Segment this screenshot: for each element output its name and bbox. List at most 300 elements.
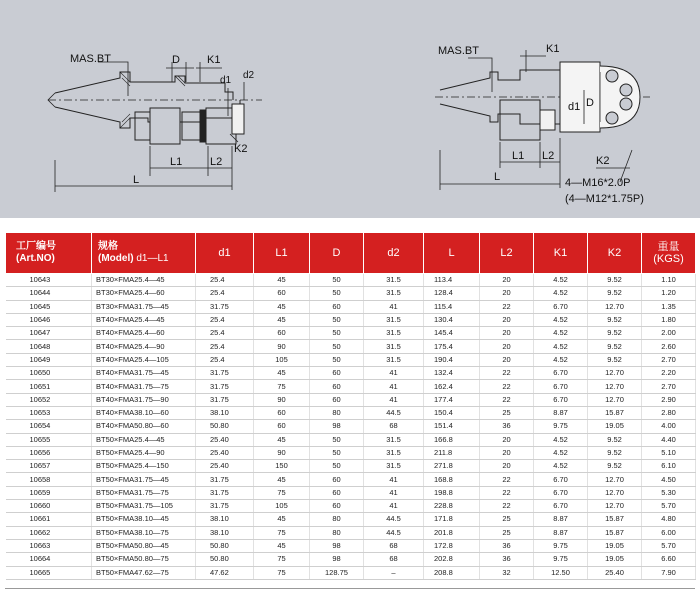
cell-d2: 44.5 bbox=[364, 526, 424, 539]
table-bottom-rule bbox=[5, 588, 695, 589]
cell-K2: 19.05 bbox=[588, 553, 642, 566]
cell-weight: 1.35 bbox=[642, 300, 696, 313]
cell-weight: 5.70 bbox=[642, 539, 696, 552]
cell-d2: 44.5 bbox=[364, 406, 424, 419]
table-row bbox=[6, 460, 696, 473]
cell-L: 202.8 bbox=[424, 553, 480, 566]
header-d2: d2 bbox=[364, 233, 424, 274]
cell-model: BT40×FMA25.4—60 bbox=[92, 327, 196, 340]
header-L: L bbox=[424, 233, 480, 274]
cell-d2: 31.5 bbox=[364, 446, 424, 459]
cell-L2: 36 bbox=[480, 420, 534, 433]
cell-weight: 4.40 bbox=[642, 433, 696, 446]
cell-D: 98 bbox=[310, 539, 364, 552]
cell-L2: 20 bbox=[480, 327, 534, 340]
left-d2-label: d2 bbox=[243, 70, 255, 81]
header-D: D bbox=[310, 233, 364, 274]
cell-art-no: 10650 bbox=[6, 367, 92, 380]
cell-model: BT50×FMA47.62—75 bbox=[92, 566, 196, 579]
cell-D: 80 bbox=[310, 406, 364, 419]
cell-weight: 2.00 bbox=[642, 327, 696, 340]
cell-art-no: 10657 bbox=[6, 460, 92, 473]
cell-L1: 45 bbox=[254, 433, 310, 446]
cell-art-no: 10656 bbox=[6, 446, 92, 459]
cell-model: BT50×FMA50.80—45 bbox=[92, 539, 196, 552]
cell-K2: 9.52 bbox=[588, 433, 642, 446]
cell-d1: 31.75 bbox=[196, 300, 254, 313]
cell-K1: 4.52 bbox=[534, 446, 588, 459]
cell-art-no: 10662 bbox=[6, 526, 92, 539]
right-D-label: D bbox=[586, 97, 594, 109]
cell-L1: 75 bbox=[254, 486, 310, 499]
table-row bbox=[6, 367, 696, 380]
cell-model: BT30×FMA31.75—45 bbox=[92, 300, 196, 313]
cell-L2: 25 bbox=[480, 406, 534, 419]
header-K2: K2 bbox=[588, 233, 642, 274]
header-model: 规格 (Model) d1—L1 bbox=[92, 233, 196, 274]
cell-K1: 4.52 bbox=[534, 327, 588, 340]
cell-L1: 75 bbox=[254, 526, 310, 539]
cell-L2: 20 bbox=[480, 460, 534, 473]
cell-K2: 12.70 bbox=[588, 500, 642, 513]
cell-L: 132.4 bbox=[424, 367, 480, 380]
cell-L1: 150 bbox=[254, 460, 310, 473]
cell-L1: 60 bbox=[254, 420, 310, 433]
cell-L1: 90 bbox=[254, 340, 310, 353]
table-row bbox=[6, 327, 696, 340]
cell-K1: 6.70 bbox=[534, 500, 588, 513]
header-L2: L2 bbox=[480, 233, 534, 274]
cell-d1: 50.80 bbox=[196, 420, 254, 433]
cell-K2: 19.05 bbox=[588, 539, 642, 552]
cell-d1: 38.10 bbox=[196, 513, 254, 526]
right-bolt-spec-1: 4—M16*2.0P bbox=[565, 177, 631, 189]
table-row bbox=[6, 340, 696, 353]
cell-K1: 9.75 bbox=[534, 539, 588, 552]
cell-L: 151.4 bbox=[424, 420, 480, 433]
cell-art-no: 10663 bbox=[6, 539, 92, 552]
cell-L1: 90 bbox=[254, 446, 310, 459]
cell-model: BT40×FMA38.10—60 bbox=[92, 406, 196, 419]
cell-weight: 1.80 bbox=[642, 313, 696, 326]
cell-L: 228.8 bbox=[424, 500, 480, 513]
cell-D: 50 bbox=[310, 313, 364, 326]
cell-D: 50 bbox=[310, 340, 364, 353]
cell-L: 145.4 bbox=[424, 327, 480, 340]
cell-L2: 25 bbox=[480, 526, 534, 539]
cell-L: 171.8 bbox=[424, 513, 480, 526]
right-K1-label: K1 bbox=[546, 43, 560, 55]
cell-L2: 22 bbox=[480, 500, 534, 513]
cell-D: 98 bbox=[310, 420, 364, 433]
cell-model: BT50×FMA38.10—45 bbox=[92, 513, 196, 526]
cell-D: 50 bbox=[310, 274, 364, 287]
cell-d2: 68 bbox=[364, 420, 424, 433]
cell-d1: 25.4 bbox=[196, 327, 254, 340]
table-body bbox=[6, 274, 696, 580]
cell-L1: 45 bbox=[254, 313, 310, 326]
cell-L1: 45 bbox=[254, 539, 310, 552]
cell-D: 60 bbox=[310, 500, 364, 513]
cell-L: 177.4 bbox=[424, 393, 480, 406]
cell-d1: 25.40 bbox=[196, 460, 254, 473]
cell-L1: 75 bbox=[254, 553, 310, 566]
cell-K2: 9.52 bbox=[588, 274, 642, 287]
cell-d1: 31.75 bbox=[196, 500, 254, 513]
cell-art-no: 10658 bbox=[6, 473, 92, 486]
cell-L: 208.8 bbox=[424, 566, 480, 579]
cell-K1: 4.52 bbox=[534, 460, 588, 473]
cell-art-no: 10659 bbox=[6, 486, 92, 499]
cell-art-no: 10665 bbox=[6, 566, 92, 579]
cell-L2: 22 bbox=[480, 380, 534, 393]
cell-model: BT50×FMA31.75—105 bbox=[92, 500, 196, 513]
cell-L: 130.4 bbox=[424, 313, 480, 326]
cell-D: 60 bbox=[310, 300, 364, 313]
table-row bbox=[6, 406, 696, 419]
cell-K2: 9.52 bbox=[588, 327, 642, 340]
cell-d1: 25.4 bbox=[196, 340, 254, 353]
cell-K2: 12.70 bbox=[588, 380, 642, 393]
cell-d2: – bbox=[364, 566, 424, 579]
cell-d2: 41 bbox=[364, 473, 424, 486]
right-holder-drawing bbox=[435, 50, 650, 190]
table-row bbox=[6, 553, 696, 566]
cell-L: 150.4 bbox=[424, 406, 480, 419]
cell-K2: 15.87 bbox=[588, 406, 642, 419]
cell-weight: 2.90 bbox=[642, 393, 696, 406]
cell-d2: 31.5 bbox=[364, 460, 424, 473]
header-d1: d1 bbox=[196, 233, 254, 274]
cell-L2: 22 bbox=[480, 486, 534, 499]
table-row bbox=[6, 526, 696, 539]
cell-model: BT50×FMA25.4—150 bbox=[92, 460, 196, 473]
tool-holder-drawings bbox=[0, 0, 700, 218]
cell-L: 113.4 bbox=[424, 274, 480, 287]
cell-model: BT40×FMA25.4—45 bbox=[92, 313, 196, 326]
cell-L: 198.8 bbox=[424, 486, 480, 499]
table-row bbox=[6, 500, 696, 513]
cell-weight: 7.90 bbox=[642, 566, 696, 579]
cell-L: 172.8 bbox=[424, 539, 480, 552]
cell-model: BT50×FMA50.80—75 bbox=[92, 553, 196, 566]
cell-art-no: 10643 bbox=[6, 274, 92, 287]
cell-d2: 44.5 bbox=[364, 513, 424, 526]
cell-K1: 8.87 bbox=[534, 526, 588, 539]
cell-d2: 68 bbox=[364, 539, 424, 552]
cell-K1: 4.52 bbox=[534, 287, 588, 300]
cell-K2: 9.52 bbox=[588, 340, 642, 353]
cell-d2: 68 bbox=[364, 553, 424, 566]
cell-model: BT50×FMA25.4—45 bbox=[92, 433, 196, 446]
table-row bbox=[6, 566, 696, 579]
cell-weight: 4.00 bbox=[642, 420, 696, 433]
left-L2-label: L2 bbox=[210, 156, 223, 168]
table-header-row bbox=[6, 233, 696, 274]
cell-K1: 8.87 bbox=[534, 406, 588, 419]
header-art-no: 工厂编号 (Art.NO) bbox=[6, 233, 92, 274]
cell-art-no: 10655 bbox=[6, 433, 92, 446]
table-row bbox=[6, 313, 696, 326]
cell-weight: 6.10 bbox=[642, 460, 696, 473]
cell-weight: 1.10 bbox=[642, 274, 696, 287]
cell-d2: 31.5 bbox=[364, 353, 424, 366]
right-L2-label: L2 bbox=[542, 150, 555, 162]
cell-art-no: 10661 bbox=[6, 513, 92, 526]
cell-weight: 2.70 bbox=[642, 380, 696, 393]
cell-D: 98 bbox=[310, 553, 364, 566]
header-L1: L1 bbox=[254, 233, 310, 274]
cell-L: 271.8 bbox=[424, 460, 480, 473]
table-row bbox=[6, 420, 696, 433]
right-L1-label: L1 bbox=[512, 150, 525, 162]
cell-d2: 31.5 bbox=[364, 327, 424, 340]
cell-K2: 12.70 bbox=[588, 300, 642, 313]
cell-weight: 4.80 bbox=[642, 513, 696, 526]
cell-d1: 31.75 bbox=[196, 473, 254, 486]
cell-L2: 32 bbox=[480, 566, 534, 579]
cell-d2: 41 bbox=[364, 367, 424, 380]
cell-L1: 45 bbox=[254, 513, 310, 526]
cell-L: 190.4 bbox=[424, 353, 480, 366]
cell-L1: 45 bbox=[254, 473, 310, 486]
cell-weight: 2.20 bbox=[642, 367, 696, 380]
cell-D: 80 bbox=[310, 526, 364, 539]
cell-model: BT30×FMA25.4—60 bbox=[92, 287, 196, 300]
cell-K1: 4.52 bbox=[534, 353, 588, 366]
cell-d2: 31.5 bbox=[364, 340, 424, 353]
cell-L2: 22 bbox=[480, 473, 534, 486]
cell-d1: 31.75 bbox=[196, 486, 254, 499]
left-D-label: D bbox=[172, 54, 180, 66]
table-row bbox=[6, 287, 696, 300]
cell-L2: 20 bbox=[480, 446, 534, 459]
cell-D: 50 bbox=[310, 327, 364, 340]
cell-d2: 31.5 bbox=[364, 433, 424, 446]
cell-art-no: 10651 bbox=[6, 380, 92, 393]
cell-K1: 12.50 bbox=[534, 566, 588, 579]
cell-d1: 25.4 bbox=[196, 313, 254, 326]
cell-L1: 75 bbox=[254, 566, 310, 579]
cell-weight: 6.00 bbox=[642, 526, 696, 539]
cell-d1: 25.4 bbox=[196, 274, 254, 287]
cell-D: 128.75 bbox=[310, 566, 364, 579]
left-L1-label: L1 bbox=[170, 156, 183, 168]
cell-L2: 20 bbox=[480, 433, 534, 446]
cell-K1: 6.70 bbox=[534, 380, 588, 393]
cell-L: 162.4 bbox=[424, 380, 480, 393]
left-d1-label: d1 bbox=[220, 75, 232, 86]
cell-L2: 20 bbox=[480, 313, 534, 326]
cell-weight: 4.50 bbox=[642, 473, 696, 486]
right-bolt-spec-2: (4—M12*1.75P) bbox=[565, 193, 644, 205]
cell-model: BT40×FMA31.75—75 bbox=[92, 380, 196, 393]
cell-art-no: 10646 bbox=[6, 313, 92, 326]
cell-K2: 25.40 bbox=[588, 566, 642, 579]
cell-model: BT40×FMA31.75—45 bbox=[92, 367, 196, 380]
cell-L2: 22 bbox=[480, 367, 534, 380]
right-mas-bt-label: MAS.BT bbox=[438, 45, 479, 57]
cell-weight: 5.30 bbox=[642, 486, 696, 499]
table-row bbox=[6, 353, 696, 366]
cell-K2: 12.70 bbox=[588, 393, 642, 406]
specification-table bbox=[5, 232, 696, 580]
cell-L: 175.4 bbox=[424, 340, 480, 353]
cell-d2: 41 bbox=[364, 393, 424, 406]
cell-K1: 6.70 bbox=[534, 486, 588, 499]
cell-art-no: 10660 bbox=[6, 500, 92, 513]
table-row bbox=[6, 300, 696, 313]
cell-K2: 12.70 bbox=[588, 486, 642, 499]
table-row bbox=[6, 274, 696, 287]
left-L-label: L bbox=[133, 174, 140, 186]
cell-K2: 19.05 bbox=[588, 420, 642, 433]
cell-L1: 105 bbox=[254, 500, 310, 513]
cell-L1: 60 bbox=[254, 287, 310, 300]
cell-L2: 20 bbox=[480, 287, 534, 300]
cell-D: 60 bbox=[310, 486, 364, 499]
cell-d1: 25.40 bbox=[196, 433, 254, 446]
cell-K1: 6.70 bbox=[534, 393, 588, 406]
cell-weight: 1.20 bbox=[642, 287, 696, 300]
cell-L: 211.8 bbox=[424, 446, 480, 459]
cell-L2: 20 bbox=[480, 340, 534, 353]
cell-L2: 36 bbox=[480, 539, 534, 552]
cell-K2: 15.87 bbox=[588, 526, 642, 539]
cell-d2: 41 bbox=[364, 300, 424, 313]
cell-L2: 22 bbox=[480, 393, 534, 406]
table-row bbox=[6, 393, 696, 406]
cell-D: 50 bbox=[310, 287, 364, 300]
cell-K1: 4.52 bbox=[534, 313, 588, 326]
cell-L1: 45 bbox=[254, 274, 310, 287]
cell-L2: 25 bbox=[480, 513, 534, 526]
cell-d1: 31.75 bbox=[196, 393, 254, 406]
cell-K2: 9.52 bbox=[588, 313, 642, 326]
cell-L: 166.8 bbox=[424, 433, 480, 446]
cell-D: 50 bbox=[310, 433, 364, 446]
cell-D: 50 bbox=[310, 460, 364, 473]
cell-K2: 12.70 bbox=[588, 367, 642, 380]
cell-K2: 15.87 bbox=[588, 513, 642, 526]
cell-d2: 41 bbox=[364, 500, 424, 513]
cell-model: BT50×FMA31.75—75 bbox=[92, 486, 196, 499]
cell-d2: 41 bbox=[364, 380, 424, 393]
cell-art-no: 10654 bbox=[6, 420, 92, 433]
cell-weight: 2.70 bbox=[642, 353, 696, 366]
cell-d1: 50.80 bbox=[196, 539, 254, 552]
cell-L1: 75 bbox=[254, 380, 310, 393]
cell-d2: 41 bbox=[364, 486, 424, 499]
cell-d1: 38.10 bbox=[196, 406, 254, 419]
cell-d2: 31.5 bbox=[364, 287, 424, 300]
cell-model: BT50×FMA31.75—45 bbox=[92, 473, 196, 486]
cell-d1: 25.4 bbox=[196, 287, 254, 300]
cell-d2: 31.5 bbox=[364, 313, 424, 326]
cell-d1: 25.40 bbox=[196, 446, 254, 459]
cell-L: 201.8 bbox=[424, 526, 480, 539]
cell-L: 128.4 bbox=[424, 287, 480, 300]
cell-art-no: 10645 bbox=[6, 300, 92, 313]
cell-L2: 20 bbox=[480, 353, 534, 366]
cell-art-no: 10648 bbox=[6, 340, 92, 353]
cell-L1: 105 bbox=[254, 353, 310, 366]
cell-K1: 4.52 bbox=[534, 433, 588, 446]
cell-art-no: 10647 bbox=[6, 327, 92, 340]
table-row bbox=[6, 539, 696, 552]
cell-D: 60 bbox=[310, 393, 364, 406]
cell-art-no: 10649 bbox=[6, 353, 92, 366]
table-row bbox=[6, 486, 696, 499]
left-K2-label: K2 bbox=[234, 143, 248, 155]
right-K2-label: K2 bbox=[596, 155, 610, 167]
table-row bbox=[6, 473, 696, 486]
cell-D: 80 bbox=[310, 513, 364, 526]
cell-d1: 50.80 bbox=[196, 553, 254, 566]
right-L-label: L bbox=[494, 171, 501, 183]
cell-d1: 47.62 bbox=[196, 566, 254, 579]
cell-K2: 12.70 bbox=[588, 473, 642, 486]
table-row bbox=[6, 513, 696, 526]
cell-d1: 25.4 bbox=[196, 353, 254, 366]
cell-L1: 60 bbox=[254, 327, 310, 340]
cell-model: BT50×FMA25.4—90 bbox=[92, 446, 196, 459]
cell-art-no: 10652 bbox=[6, 393, 92, 406]
cell-weight: 2.80 bbox=[642, 406, 696, 419]
cell-L1: 90 bbox=[254, 393, 310, 406]
cell-d1: 31.75 bbox=[196, 380, 254, 393]
cell-model: BT40×FMA50.80—60 bbox=[92, 420, 196, 433]
cell-model: BT40×FMA25.4—90 bbox=[92, 340, 196, 353]
cell-L2: 36 bbox=[480, 553, 534, 566]
cell-d2: 31.5 bbox=[364, 274, 424, 287]
table-row bbox=[6, 446, 696, 459]
cell-K1: 9.75 bbox=[534, 553, 588, 566]
table-row bbox=[6, 380, 696, 393]
cell-D: 60 bbox=[310, 473, 364, 486]
cell-K1: 6.70 bbox=[534, 300, 588, 313]
cell-K1: 6.70 bbox=[534, 367, 588, 380]
cell-K1: 8.87 bbox=[534, 513, 588, 526]
cell-art-no: 10664 bbox=[6, 553, 92, 566]
cell-weight: 2.60 bbox=[642, 340, 696, 353]
cell-L: 168.8 bbox=[424, 473, 480, 486]
cell-L2: 22 bbox=[480, 300, 534, 313]
table-row bbox=[6, 433, 696, 446]
cell-L1: 45 bbox=[254, 300, 310, 313]
cell-d1: 31.75 bbox=[196, 367, 254, 380]
cell-K1: 4.52 bbox=[534, 340, 588, 353]
cell-D: 50 bbox=[310, 353, 364, 366]
cell-K1: 9.75 bbox=[534, 420, 588, 433]
cell-L1: 45 bbox=[254, 367, 310, 380]
cell-model: BT40×FMA25.4—105 bbox=[92, 353, 196, 366]
cell-K1: 4.52 bbox=[534, 274, 588, 287]
cell-weight: 6.60 bbox=[642, 553, 696, 566]
cell-model: BT30×FMA25.4—45 bbox=[92, 274, 196, 287]
cell-K2: 9.52 bbox=[588, 460, 642, 473]
cell-D: 60 bbox=[310, 367, 364, 380]
right-d1-label: d1 bbox=[568, 101, 581, 113]
cell-model: BT40×FMA31.75—90 bbox=[92, 393, 196, 406]
cell-d1: 38.10 bbox=[196, 526, 254, 539]
cell-art-no: 10653 bbox=[6, 406, 92, 419]
cell-K1: 6.70 bbox=[534, 473, 588, 486]
cell-D: 50 bbox=[310, 446, 364, 459]
cell-L2: 20 bbox=[480, 274, 534, 287]
left-K1-label: K1 bbox=[207, 54, 221, 66]
cell-D: 60 bbox=[310, 380, 364, 393]
